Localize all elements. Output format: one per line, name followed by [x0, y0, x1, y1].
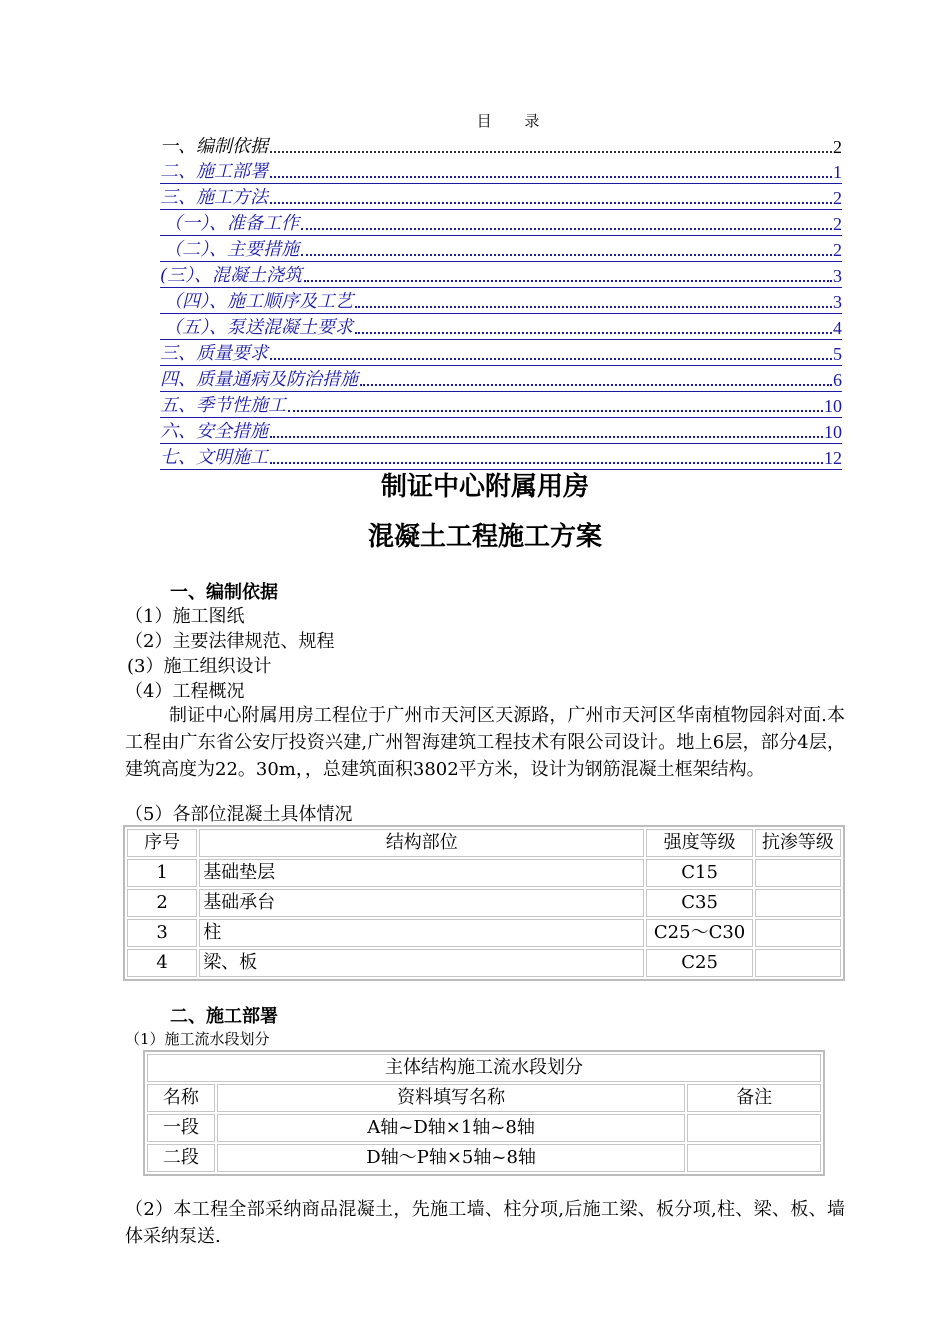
- table-header-cell: 序号: [127, 829, 197, 857]
- toc-dot-leader: [355, 332, 832, 334]
- table-cell: [755, 859, 841, 887]
- toc-entry-page: 10: [824, 396, 842, 416]
- table-cell: [755, 949, 841, 977]
- toc-dot-leader: [360, 384, 832, 386]
- toc-entry-title: 三、施工方法: [160, 187, 268, 208]
- toc-heading: 目 录: [476, 112, 554, 130]
- table-cell: A轴~D轴×1轴~8轴: [217, 1114, 686, 1142]
- toc-entry-page: 3: [833, 292, 842, 312]
- toc-entry-title: （四）、施工顺序及工艺: [164, 291, 353, 312]
- table-cell: 一段: [147, 1114, 215, 1142]
- toc-entry-page: 10: [824, 422, 842, 442]
- document-subtitle: 混凝土工程施工方案: [367, 522, 602, 552]
- toc-entry-page: 6: [833, 370, 842, 390]
- section-heading-2: 二、施工部署: [170, 1006, 278, 1027]
- table-header-cell: 备注: [687, 1084, 821, 1112]
- table-cell: 柱: [199, 919, 644, 947]
- toc-entry[interactable]: [160, 184, 842, 210]
- toc-entry-title: 一、编制依据: [160, 136, 268, 157]
- table-cell: C25～C30: [646, 919, 752, 947]
- deployment-item-2: （2）本工程全部采纳商品混凝土，先施工墙、柱分项,后施工梁、板分项,柱、梁、板、墙体采纳泵送.: [125, 1199, 845, 1247]
- toc-dot-leader: [270, 358, 832, 360]
- table-cell: C25: [646, 949, 752, 977]
- toc-entry[interactable]: [160, 314, 842, 340]
- table-caption: 主体结构施工流水段划分: [147, 1054, 821, 1082]
- table-cell: [755, 919, 841, 947]
- toc-entry-page: 2: [833, 137, 842, 157]
- table-cell: [755, 889, 841, 917]
- table-cell: 基础垫层: [199, 859, 644, 887]
- table-row: [127, 889, 841, 917]
- toc-dot-leader: [355, 306, 832, 308]
- toc-entry[interactable]: [160, 236, 842, 262]
- deployment-item-1: （1）施工流水段划分: [125, 1030, 270, 1048]
- table-cell: 2: [127, 889, 197, 917]
- toc-dot-leader: [270, 176, 832, 178]
- table-header-cell: 名称: [147, 1084, 215, 1112]
- toc-dot-leader: [270, 436, 823, 438]
- table-row: [127, 859, 841, 887]
- table-cell: 基础承台: [199, 889, 644, 917]
- toc-dot-leader: [301, 228, 832, 230]
- toc-dot-leader: [270, 202, 832, 204]
- toc-entry-page: 1: [833, 162, 842, 182]
- basis-item-4: （4）工程概况: [125, 681, 245, 702]
- table-of-contents: [160, 133, 842, 470]
- toc-dot-leader: [301, 254, 832, 256]
- table-cell: D轴～P轴×5轴~8轴: [217, 1144, 686, 1172]
- table-header-cell: 资料填写名称: [217, 1084, 686, 1112]
- toc-entry: [160, 133, 842, 158]
- toc-entry-title: 五、季节性施工: [160, 395, 286, 416]
- table-cell: 3: [127, 919, 197, 947]
- toc-dot-leader: [304, 280, 832, 282]
- toc-dot-leader: [288, 410, 823, 412]
- flow-section-table: [143, 1050, 825, 1176]
- toc-entry-title: 三、质量要求: [160, 343, 268, 364]
- toc-entry-title: 二、施工部署: [160, 161, 268, 182]
- table-row: [127, 919, 841, 947]
- table-header-cell: 抗渗等级: [755, 829, 841, 857]
- toc-entry-title: 六、安全措施: [160, 421, 268, 442]
- basis-item-3: (3）施工组织设计: [127, 656, 272, 677]
- toc-entry-title: （一）、准备工作: [164, 213, 299, 234]
- toc-entry[interactable]: [160, 340, 842, 366]
- section-heading-1: 一、编制依据: [170, 582, 278, 603]
- table-cell: 4: [127, 949, 197, 977]
- toc-dot-leader: [270, 151, 832, 153]
- basis-item-1: （1）施工图纸: [125, 606, 245, 627]
- table-header-cell: 强度等级: [646, 829, 752, 857]
- table-cell: C35: [646, 889, 752, 917]
- table-cell: [687, 1114, 821, 1142]
- toc-entry-title: 七、文明施工: [160, 447, 268, 468]
- table-cell: C15: [646, 859, 752, 887]
- toc-entry[interactable]: [160, 262, 842, 288]
- toc-entry-page: 3: [833, 266, 842, 286]
- toc-entry-page: 2: [833, 214, 842, 234]
- document-title: 制证中心附属用房: [380, 472, 589, 502]
- toc-entry[interactable]: [160, 158, 842, 184]
- toc-entry-title: (三）、混凝土浇筑: [160, 265, 303, 286]
- concrete-grade-table: [123, 825, 845, 981]
- toc-entry-page: 2: [833, 240, 842, 260]
- toc-entry-page: 12: [824, 448, 842, 468]
- toc-entry-title: （二）、主要措施: [164, 239, 299, 260]
- table-cell: 二段: [147, 1144, 215, 1172]
- basis-item-5: （5）各部位混凝土具体情况: [125, 804, 353, 825]
- toc-entry[interactable]: [160, 366, 842, 392]
- toc-dot-leader: [270, 462, 823, 464]
- project-overview: 制证中心附属用房工程位于广州市天河区天源路，广州市天河区华南植物园斜对面.本工程由广东省公安厅投资兴建,广州智海建筑工程技术有限公司设计。地上6层，部分4层，建筑高度为22。30m，，总建筑面积3802平方米，设计为钢筋混凝土框架结构。: [125, 705, 845, 780]
- table-cell: [687, 1144, 821, 1172]
- toc-entry-title: （五）、泵送混凝土要求: [164, 317, 353, 338]
- toc-entry[interactable]: [160, 392, 842, 418]
- toc-entry[interactable]: [160, 288, 842, 314]
- toc-entry-title: 四、质量通病及防治措施: [160, 369, 358, 390]
- table-row: [147, 1144, 821, 1172]
- table-row: [127, 949, 841, 977]
- table-cell: 1: [127, 859, 197, 887]
- basis-item-2: （2）主要法律规范、规程: [125, 631, 335, 652]
- table-header-cell: 结构部位: [199, 829, 644, 857]
- toc-entry[interactable]: [160, 418, 842, 444]
- toc-entry[interactable]: [160, 210, 842, 236]
- table-cell: 梁、板: [199, 949, 644, 977]
- toc-entry-page: 2: [833, 188, 842, 208]
- toc-entry-page: 4: [833, 318, 842, 338]
- table-row: [147, 1114, 821, 1142]
- toc-entry-page: 5: [833, 344, 842, 364]
